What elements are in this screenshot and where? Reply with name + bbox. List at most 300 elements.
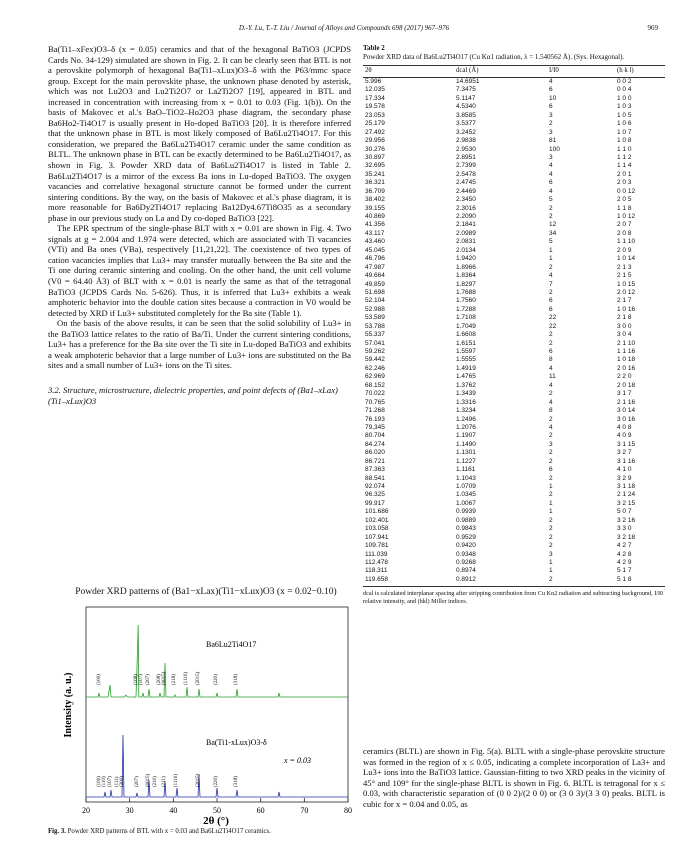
table-cell: 1.4919 [456,364,476,372]
table-row [363,491,665,499]
bottom-peak-label: (100) [97,776,102,787]
table-cell: 3 [549,440,553,448]
table-row [363,205,665,213]
table-row [363,340,665,348]
table-cell: 1.3439 [456,390,476,398]
table-cell: 8 [549,356,553,364]
table-cell: 6 [549,466,553,474]
table-cell: 2 1 3 [617,263,632,271]
table-row [363,331,665,339]
top-peak-label: (107) [139,674,144,685]
table-cell: 51.698 [365,288,385,296]
table-cell: 1 0 3 [617,103,632,111]
table-cell: 59.442 [365,356,385,364]
table-cell: 14.6951 [456,78,480,85]
table-cell: 3.2452 [456,128,476,136]
table-cell: 5 [549,238,553,246]
table-cell: 1 0 16 [617,305,636,313]
table-cell: 3 2 16 [617,516,636,524]
table-cell: 0.9939 [456,508,476,516]
table-cell: 0.9889 [456,516,476,524]
x-tick-label: 80 [344,806,352,815]
table-cell: 1 [549,567,553,575]
table-cell: 1 0 15 [617,280,636,288]
table-cell: 1.0067 [456,499,476,507]
table-cell: 100 [549,145,560,153]
table-cell: 1.8297 [456,280,476,288]
table-row [363,154,665,162]
table-cell: 40.869 [365,213,385,220]
table-row [363,238,665,246]
table-row [363,213,665,221]
top-peak-label: (218) [172,674,177,685]
table-cell: 2 [549,213,553,220]
table-row [363,348,665,356]
table-cell: 5 1 7 [617,567,632,575]
table-cell: 2.8951 [456,153,476,161]
table-cell: 1 [549,255,553,263]
table-row [363,424,665,432]
caption-text: Powder XRD patterns of BTL with x = 0.03 and Ba6Lu2Ti4O17 ceramics. [67,828,271,835]
table-cell: 4 [549,170,553,178]
table-cell: 87.363 [365,466,385,474]
table-row [363,146,665,154]
table-cell: 112.478 [365,558,389,566]
table-cell: 2.9530 [456,145,476,153]
table-cell: 86.020 [365,449,385,457]
table-row [363,466,665,474]
table-cell: 3 2 18 [617,533,636,541]
table-cell: 4 [549,381,553,389]
table-cell: 70.022 [365,390,385,398]
table-cell: 2 [549,432,553,440]
table-row [363,449,665,457]
x-tick-label: 70 [300,806,309,815]
table-cell: 1.6151 [456,339,476,347]
table-cell: 4 [549,364,553,372]
table-cell: 12.035 [365,86,385,94]
bottom-peak-labels [97,773,239,787]
table-cell: 2 [549,542,553,550]
table-row [363,78,665,86]
table-row [363,373,665,381]
table-cell: 1.0709 [456,483,476,490]
table-cell: 30.276 [365,145,385,153]
table-row [363,356,665,364]
table-row [363,416,665,424]
table-cell: 1 [549,508,553,516]
header-intensity: I/I0 [549,67,559,74]
table-cell: 0.9843 [456,525,476,533]
x-tick-label: 50 [213,806,221,815]
bottom-peak-label: (1110) [174,774,179,787]
y-axis-label: Intensity (a. u.) [63,672,74,738]
figure-caption [48,828,271,835]
table-cell: 2.7399 [456,162,476,170]
bottom-peak-label: (0015) [146,773,151,787]
table-row [363,171,665,179]
table-cell: 35.241 [365,170,385,178]
table-row [363,306,665,314]
table-cell: 49.859 [365,280,385,288]
table-cell: 0.8912 [456,575,476,583]
table-cell: 4 0 9 [617,432,632,440]
table-cell: 76.193 [365,415,385,423]
table-cell: 3 0 14 [617,407,636,415]
table-cell: 80.704 [365,432,385,440]
table-cell: 92.074 [365,483,385,490]
table-cell: 2 0 18 [617,381,636,389]
table-cell: 3 2 15 [617,499,636,507]
table-cell: 1.7049 [456,322,476,330]
table-cell: 17.334 [365,94,385,102]
table-cell: 4 0 8 [617,423,632,431]
table-cell: 4 2 8 [617,550,632,558]
table-row [363,281,665,289]
table-row [363,365,665,373]
table-row [363,441,665,449]
table-cell: 2.9838 [456,137,476,145]
table-cell: 1.1161 [456,466,476,474]
table-cell: 0 0 12 [617,187,636,195]
table-cell: 70.765 [365,398,385,406]
table-cell: 4 [549,187,553,195]
table-cell: 2 0 1 [617,170,632,178]
table-cell: 102.401 [365,516,389,524]
table-cell: 1 0 0 [617,94,632,102]
table-cell: 109.781 [365,542,389,550]
section-heading: 3.2. Structure, microstructure, dielectric properties, and point defects of (Ba1–xLax)(Ti1–xLux)O3 [48,384,338,406]
table-row [363,188,665,196]
table-cell: 103.058 [365,525,389,533]
table-cell: 4 [549,398,553,406]
top-peak-label: (208) [157,674,162,685]
table-cell: 52.988 [365,305,385,313]
table-row [363,86,665,94]
table-cell: 2 0 16 [617,364,636,372]
top-peak-label: (108) [134,674,139,685]
table-cell: 2.4745 [456,179,476,187]
bottom-peak-label: (318) [234,776,239,787]
table-cell: 3 1 16 [617,457,636,465]
table-cell: 2 0 8 [617,229,632,237]
paragraph-1: Ba(Ti1–xFex)O3–δ (x = 0.05) ceramics and that of the hexagonal BaTiO3 (JCPDS Cards No. 34-129) simulated are shown in Fig. 2. It can be clearly seen that BTL is not a perovskite polymorph of hexagonal Ba(Ti1–xLux)O3–δ with the P63/mmc space group. Except for the main perovskite phase, the unknown phase denoted by asterisk, which was not Lu2O3 and Lu2Ti2O7 or La2Ti2O7 [19], appeared in BTL and increased in concentration with increasing from x = 0.01 to 0.03 (Fig. 1(b)). On the basis of Makovec et al.'s BaO–TiO2–Ho2O3 phase diagram, the secondary phase Ba6Ho2-Ti4O17 is usually present in Ho-doped BaTiO3 [20]. It is therefore inferred that the unknown phase in BTL is most likely composed of Ba6Lu2Ti4O17. For this consideration, we prepared the Ba6Lu2Ti4O17 ceramic under the same condition as BLTL. The unknown phase in BTL can be exactly determined to be Ba6Lu2Ti4O17, as shown in Fig. 3. Powder XRD data of Ba6Lu2Ti4O17 is listed in Table 2. Ba6Lu2Ti4O17 is a mirror of the excess Ba ions in Lu-doped BaTiO3. The oxygen vacancies and correlative hexagonal structure cannot be formed under the current sintering conditions. By the way, on the basis of Makovec et al.'s phase diagram, it is more reasonable for Ba6Dy2Ti4O17 replacing Ba12Dy4.67Ti8O35 as a secondary phase in our previous study on La and Dy co-doped BaTiO3 [22]. [48,44,351,223]
table-cell: 2 [549,491,553,499]
table-cell: 6 [549,86,553,94]
table-cell: 53.788 [365,322,385,330]
table-row [363,179,665,187]
table-cell: 4 1 0 [617,466,632,474]
table-row [363,559,665,567]
table-cell: 1.1227 [456,457,476,465]
table-cell: 10 [549,94,557,102]
table-cell: 1.4765 [456,373,476,381]
table-cell: 22 [549,322,557,330]
table-cell: 2 [549,204,553,212]
table-cell: 2 [549,449,553,457]
table-row [363,551,665,559]
paragraph-3: On the basis of the above results, it can be seen that the solid solubility of Lu3+ in the BaTiO3 lattice relates to the ratio of Ba/Ti. Under the current sintering conditions, Lu3+ has a preference for the Ba site over the Ti site in Lu-doped BaTiO3 and exhibits a weak amphoteric behavior that a large number of Lu3+ ions are substituted on the Ba sites and a small number of Lu3+ ions on the Ti sites. [48,318,351,371]
table-cell: 5 [549,196,553,204]
table-cell: 0 0 4 [617,86,632,94]
table-cell: 3 1 7 [617,390,632,398]
table-cell: 2.5478 [456,170,476,178]
table-row [363,272,665,280]
table-cell: 2 [549,331,553,339]
table-row [363,525,665,533]
table-cell: 0.9529 [456,533,476,541]
header-dcal: dcal (Å) [456,67,479,74]
top-peak-label: (1110) [184,672,189,685]
table-cell: 2 [549,474,553,482]
table-cell: 2 [549,263,553,271]
table-cell: 3 [549,128,553,136]
table-note: dcal is calculated interplanar spacing after stripping contribution from Cu Kα2 radiation and subtracting background, I/I0 relative intensity, and (hkl) Miller indices. [363,590,664,606]
bottom-peak-label: (110) [102,776,107,787]
table-cell: 38.402 [365,196,385,204]
table-cell: 1.9420 [456,255,476,263]
table-cell: 3 [549,550,553,558]
table-cell: 55.337 [365,331,385,339]
table-row [363,230,665,238]
table-cell: 2 [549,120,553,128]
table-cell: 1 [549,499,553,507]
table-cell: 2 0 5 [617,196,632,204]
table-cell: 1.1490 [456,440,476,448]
table-cell: 2 1 5 [617,272,632,280]
table-cell: 0.8974 [456,567,476,575]
bottom-peak-label: (211) [162,776,167,787]
table-row [363,112,665,120]
top-peak-label: (2015) [196,671,201,685]
table-cell: 1.6608 [456,331,476,339]
table-cell: 99.917 [365,499,385,507]
table-cell: 2 [549,415,553,423]
table-cell: 12 [549,221,557,229]
figure-title: Powder XRD patterns of (Ba1−xLax)(Ti1−xLux)O3 (x = 0.02−0.10) [75,587,337,597]
table-body [363,78,665,584]
table-cell: 2.0134 [456,246,476,254]
x-tick-label: 60 [256,806,265,815]
x-axis-label: 2θ (°) [203,815,229,827]
table-cell: 1 [549,483,553,490]
table-cell: 1.7560 [456,297,476,305]
table-cell: 19.578 [365,103,385,111]
table-cell: 88.541 [365,474,385,482]
table-row [363,458,665,466]
table-row [363,103,665,111]
table-cell: 62.246 [365,364,385,372]
table-cell: 1 0 5 [617,111,632,119]
table-cell: 1 1 16 [617,348,636,355]
table-cell: 79.345 [365,423,385,431]
table-cell: 3 [549,153,553,161]
table-cell: 3 0 4 [617,331,632,339]
table-cell: 1.3234 [456,407,476,415]
table-row [363,129,665,137]
table-cell: 3 1 18 [617,483,636,490]
table-cell: 86.721 [365,457,385,465]
bottom-peak-label: (207) [135,776,140,787]
table-cell: 81 [549,137,557,145]
top-peak-label: (318) [234,674,239,685]
table-cell: 6 [549,297,553,305]
table-cell: 0.9348 [456,550,476,558]
table-cell: 2 0 9 [617,246,632,254]
table-cell: 3 1 15 [617,440,636,448]
table-cell: 3 2 7 [617,449,632,457]
table-cell: 49.664 [365,272,385,280]
table-cell: 2 0 3 [617,179,632,187]
table-cell: 2 [549,525,553,533]
table-cell: 41.356 [365,221,385,229]
table-cell: 84.274 [365,440,385,448]
table-row [363,475,665,483]
caption-label: Fig. 3. [48,828,66,835]
header-2theta: 2θ [365,67,372,74]
table-cell: 68.152 [365,381,385,389]
table-cell: 1 [549,558,553,566]
table-cell: 101.686 [365,508,389,516]
table-cell: 1 [549,246,553,254]
table-cell: 1.1907 [456,432,476,440]
table-row [363,517,665,525]
table-cell: 0.9420 [456,542,476,550]
table-cell: 30.897 [365,153,385,161]
table-cell: 1.5555 [456,356,476,364]
table-cell: 7 [549,280,553,288]
bottom-peak-label: (210) [153,776,158,787]
table-cell: 2.0989 [456,229,476,237]
table-row [363,289,665,297]
table-cell: 2 [549,390,553,398]
table-cell: 32.695 [365,162,385,170]
right-column-text [363,746,665,809]
table-cell: 2.3016 [456,204,476,212]
table-cell: 5 1 8 [617,575,632,583]
table-cell: 43.117 [365,229,385,237]
table-cell: 1 1 8 [617,204,632,212]
table-cell: 1 0 18 [617,356,636,364]
table-cell: 1.7108 [456,314,476,322]
table-cell: 4 [549,78,553,85]
table-cell: 47.987 [365,263,385,271]
page-number: 969 [647,24,658,32]
table-row [363,483,665,491]
table-cell: 2.3450 [456,196,476,204]
table-row [363,247,665,255]
table-cell: 71.268 [365,407,385,415]
table-cell: 5.1147 [456,94,476,102]
table-row [363,534,665,542]
table-cell: 4.5340 [456,103,476,111]
table-cell: 2 1 10 [617,339,636,347]
table-cell: 1.2076 [456,423,476,431]
xrd-plot [56,585,356,830]
table-cell: 2 1 16 [617,398,636,406]
table-cell: 53.589 [365,314,385,322]
table-cell: 1 1 2 [617,153,632,161]
table-row [363,407,665,415]
table-row [363,323,665,331]
table-cell: 1.8966 [456,263,476,271]
table-cell: 7.3475 [456,86,476,94]
top-peak-label: (220) [214,674,219,685]
table-cell: 1 0 7 [617,128,632,136]
table-cell: 3 3 0 [617,525,632,533]
table-row [363,567,665,575]
bottom-peak-label: (107) [108,776,113,787]
header-hkl: (h k l) [617,67,634,74]
table-cell: 2.4469 [456,187,476,195]
top-series-label: Ba6Lu2Ti4O17 [206,640,257,649]
table-cell: 1 1 0 [617,145,632,153]
table-cell: 1 0 12 [617,213,636,220]
table-cell: 1.8364 [456,272,476,280]
x-tick-label: 40 [169,806,178,815]
table-cell: 46.796 [365,255,385,263]
table-cell: 6 [549,179,553,187]
bottom-series-label: Ba(Ti1-xLux)O3-δ [206,738,267,747]
table-cell: 1.2496 [456,415,476,423]
table-cell: 111.039 [365,550,388,558]
running-header [0,24,688,36]
table-cell: 3 0 16 [617,415,636,423]
table-row [363,264,665,272]
table-cell: 2 1 7 [617,297,632,305]
table-cell: 2.0831 [456,238,476,246]
table-cell: 96.325 [365,491,385,499]
table-title: Table 2 [363,44,385,52]
table-row [363,255,665,263]
paragraph-right: ceramics (BLTL) are shown in Fig. 5(a). BLTL with a single-phase perovskite structure was formed in the region of x ≤ 0.05, indicating a complete incorporation of La3+ and Lu3+ ions into the BaTiO3 lattice. Gaussian-fitting to two XRD peaks in the vicinity of 45° and 109° for the single-phase BLTL is shown in Fig. 6. BLTL is tetragonal for x ≤ 0.03, with characteristic separation of (0 0 2)/(2 0 0) or (3 0 3)/(3 3 0) peaks. BLTL is cubic for x = 0.04 and 0.05, as [363,746,665,809]
top-peak-label: (100) [97,674,102,685]
table-cell: 8 [549,407,553,415]
table-cell: 23.053 [365,111,385,119]
table-cell: 22 [549,314,557,322]
table-cell: 4 [549,162,553,170]
table-cell: 25.179 [365,120,385,128]
plot-frame [86,607,348,802]
top-peak-label: (0015) [162,671,167,685]
table-2 [363,44,665,606]
table-row [363,297,665,305]
table-cell: 2.1841 [456,221,476,229]
table-cell: 2 0 12 [617,288,636,296]
table-row [363,137,665,145]
table-cell: 2 1 8 [617,314,632,322]
bottom-peak-label: (2015) [196,773,201,787]
table-cell: 1.7288 [456,305,476,313]
table-cell: 3.8585 [456,111,476,119]
table-cell: 1.3316 [456,398,476,406]
table-row [363,500,665,508]
table-header [363,65,665,78]
table-cell: 36.709 [365,187,385,195]
left-column [48,44,351,406]
table-row [363,390,665,398]
table-cell: 4 2 7 [617,542,632,550]
top-peak-label: (207) [146,674,151,685]
table-cell: 119.658 [365,575,389,583]
table-cell: 2 2 0 [617,373,632,381]
table-cell: 36.321 [365,179,385,187]
table-cell: 3 2 9 [617,474,632,482]
paragraph-2: The EPR spectrum of the single-phase BLT with x = 0.01 are shown in Fig. 4. Two signals at g = 2.004 and 1.974 were detected, which are associated with Ti vacancies (VTi) and Ba ones (VBa), respectively [11,21,22]. The coexistence of two types of cation vacancies implies that Lu3+ may transfer mutually between the Ba site and the Ti one during ceramic sintering and cooling. On the other hand, the unit cell volume (V0 = 64.40 Å3) of BLT with x = 0.01 is nearly the same as that of the tetragonal BaTiO3 (JCPDS Cards No. 5-626). Thus, it is inferred that Lu3+ exhibits a weak amphoteric behavior into the double cation sites because a contraction in V0 would be detected by XRD if Lu3+ substituted completely for the Ba site (Table 1). [48,223,351,318]
table-cell: 2.2090 [456,213,476,220]
table-row [363,120,665,128]
table-cell: 27.492 [365,128,385,136]
